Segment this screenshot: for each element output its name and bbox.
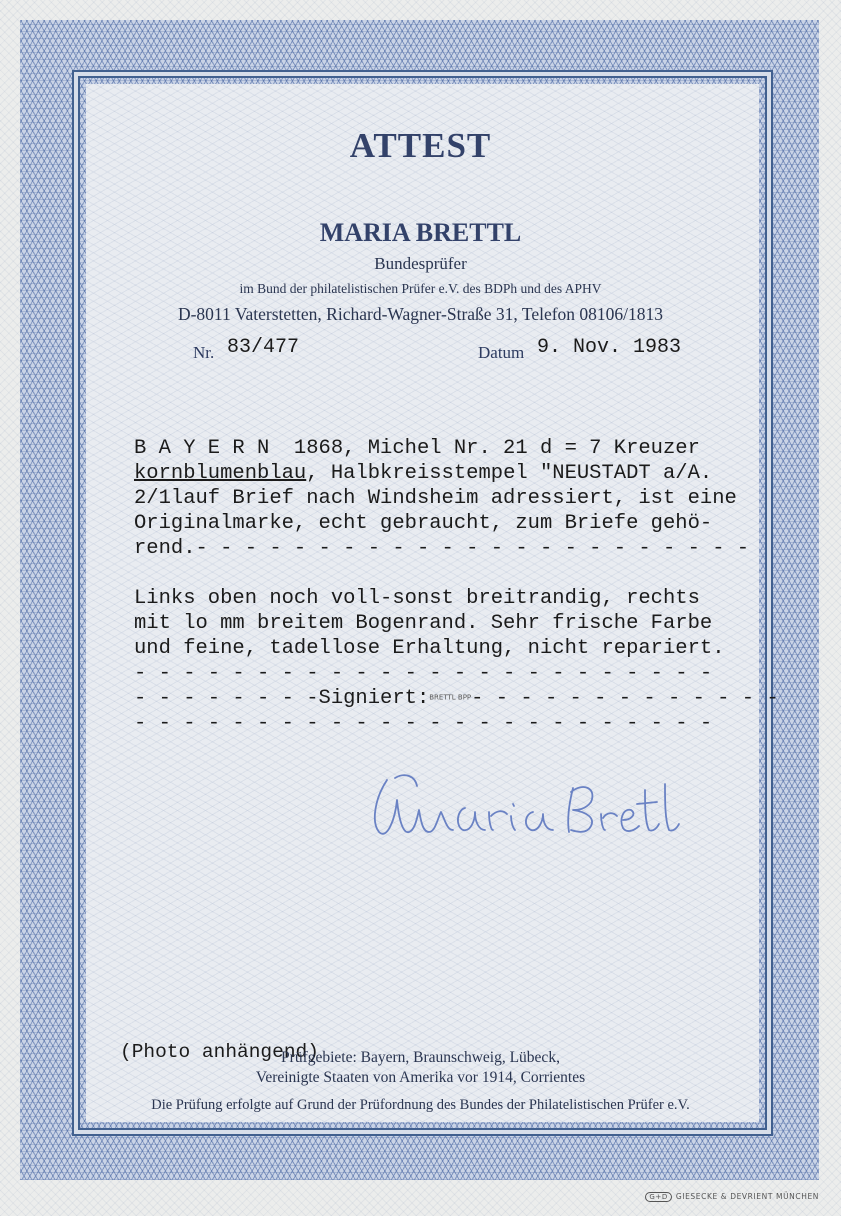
dash-line-1: - - - - - - - - - - - - - - - - - - - - - - - - [134,662,713,685]
footer-line-3: Die Prüfung erfolgte auf Grund der Prüfordnung des Bundes der Philatelistischen Prüfer e.V. [151,1097,690,1113]
nr-label: Nr. [193,343,215,362]
dash-line-3: - - - - - - - - - - - - - - - - - - - - - - - - [134,712,713,735]
examiner-name: MARIA BRETTL [319,218,522,247]
body-line-4: Originalmarke, echt gebraucht, zum Briefe gehö- [134,512,713,535]
photo-note: (Photo anhängend) [120,1041,319,1063]
signed-suffix: - - - - - - - - - - - - - [471,687,779,710]
footer-line-2: Vereinigte Staaten von Amerika vor 1914, Corrientes [255,1069,586,1086]
body-line-3: 2/1lauf Brief nach Windsheim adressiert, ist eine [134,487,737,510]
body-line-1: B A Y E R N 1868, Michel Nr. 21 d = 7 Kreuzer [134,437,700,460]
signed-line [134,687,779,710]
footer-line-1: Prüfgebiete: Bayern, Braunschweig, Lübeck, [281,1049,560,1066]
signed-prefix: - - - - - - - -Signiert: [134,687,430,710]
body-line-2 [134,462,712,485]
examiner-affiliation: im Bund der philatelistischen Prüfer e.V. des BDPh und des APHV [239,281,602,296]
color-name: kornblumenblau [134,462,307,485]
printer-imprint [645,1192,819,1202]
para2-line-3: und feine, tadellose Erhaltung, nicht repariert. [134,637,725,660]
signature-stamp: BRETTL BPP [429,693,472,702]
body-line-2-rest: , Halbkreisstempel "NEUSTADT a/A. [306,462,713,485]
nr-value: 83/477 [227,336,300,359]
handwritten-signature [365,760,685,860]
para2-line-2: mit lo mm breitem Bogenrand. Sehr frische Farbe [134,612,713,635]
printer-logo-icon: G+D [645,1192,671,1202]
printer-name: GIESECKE & DEVRIENT MÜNCHEN [675,1192,819,1201]
examiner-role: Bundesprüfer [374,254,467,273]
examiner-address: D-8011 Vaterstetten, Richard-Wagner-Straße 31, Telefon 08106/1813 [177,304,664,324]
body-line-5: rend.- - - - - - - - - - - - - - - - - - - - - - - [134,537,750,560]
page-title: ATTEST [349,126,492,165]
para2-line-1: Links oben noch voll-sonst breitrandig, rechts [134,587,700,610]
datum-label: Datum [478,343,525,362]
datum-value: 9. Nov. 1983 [537,336,682,359]
